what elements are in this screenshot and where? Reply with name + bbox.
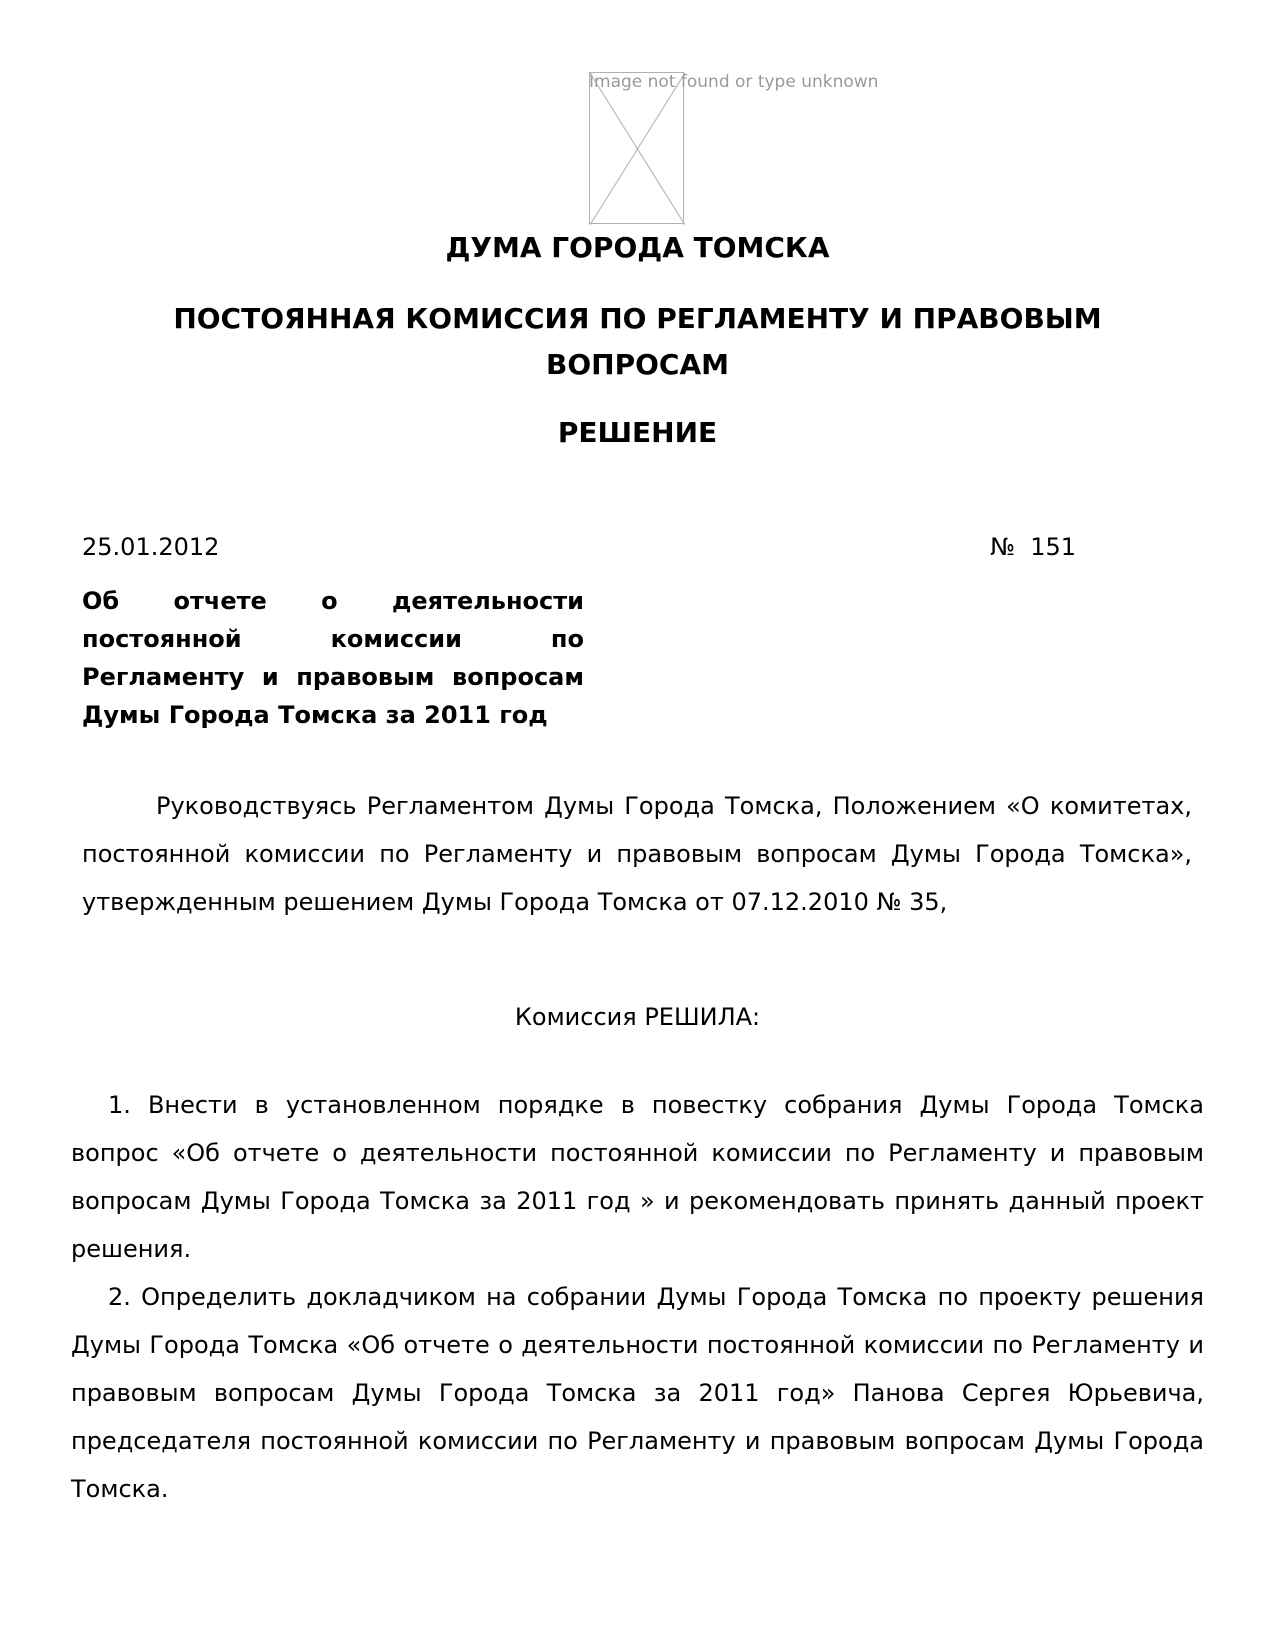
decision-heading: Комиссия РЕШИЛА: (514, 1003, 761, 1031)
commission-title: ПОСТОЯННАЯ КОМИССИЯ ПО РЕГЛАМЕНТУ И ПРАВОВЫМ ВОПРОСАМ (173, 302, 1102, 381)
document-subject: Об отчете о деятельности постоянной комиссии по Регламенту и правовым вопросам Думы Города Томска за 2011 год (82, 587, 584, 729)
decision-items (71, 1081, 1204, 1513)
document-type: РЕШЕНИЕ (557, 416, 718, 449)
decision-item-2: 2. Определить докладчиком на собрании Думы Города Томска по проекту решения Думы Города Томска «Об отчете о деятельности постоянной комиссии по Регламенту и правовым вопросам Думы Города Томска за 2011 год» Панова Сергея Юрьевича, председателя постоянной комиссии по Регламенту и правовым вопросам Думы Города Томска. (71, 1283, 1204, 1503)
org-title: ДУМА ГОРОДА ТОМСКА (445, 231, 830, 264)
broken-image-icon (590, 73, 685, 225)
document-date: 25.01.2012 (82, 533, 220, 561)
preamble-paragraph: Руководствуясь Регламентом Думы Города Томска, Положением «О комитетах, постоянной комиссии по Регламенту и правовым вопросам Думы Города Томска», утвержденным решением Думы Города Томска от 07.12.2010 № 35, (82, 792, 1192, 916)
decision-item-1: 1. Внести в установленном порядке в повестку собрания Думы Города Томска вопрос «Об отчете о деятельности постоянной комиссии по Регламенту и правовым вопросам Думы Города Томска за 2011 год » и рекомендовать принять данный проект решения. (71, 1091, 1204, 1263)
missing-image-text: Image not found or type unknown (589, 72, 879, 92)
missing-image-placeholder (589, 72, 684, 224)
document-number: № 151 (990, 533, 1077, 561)
